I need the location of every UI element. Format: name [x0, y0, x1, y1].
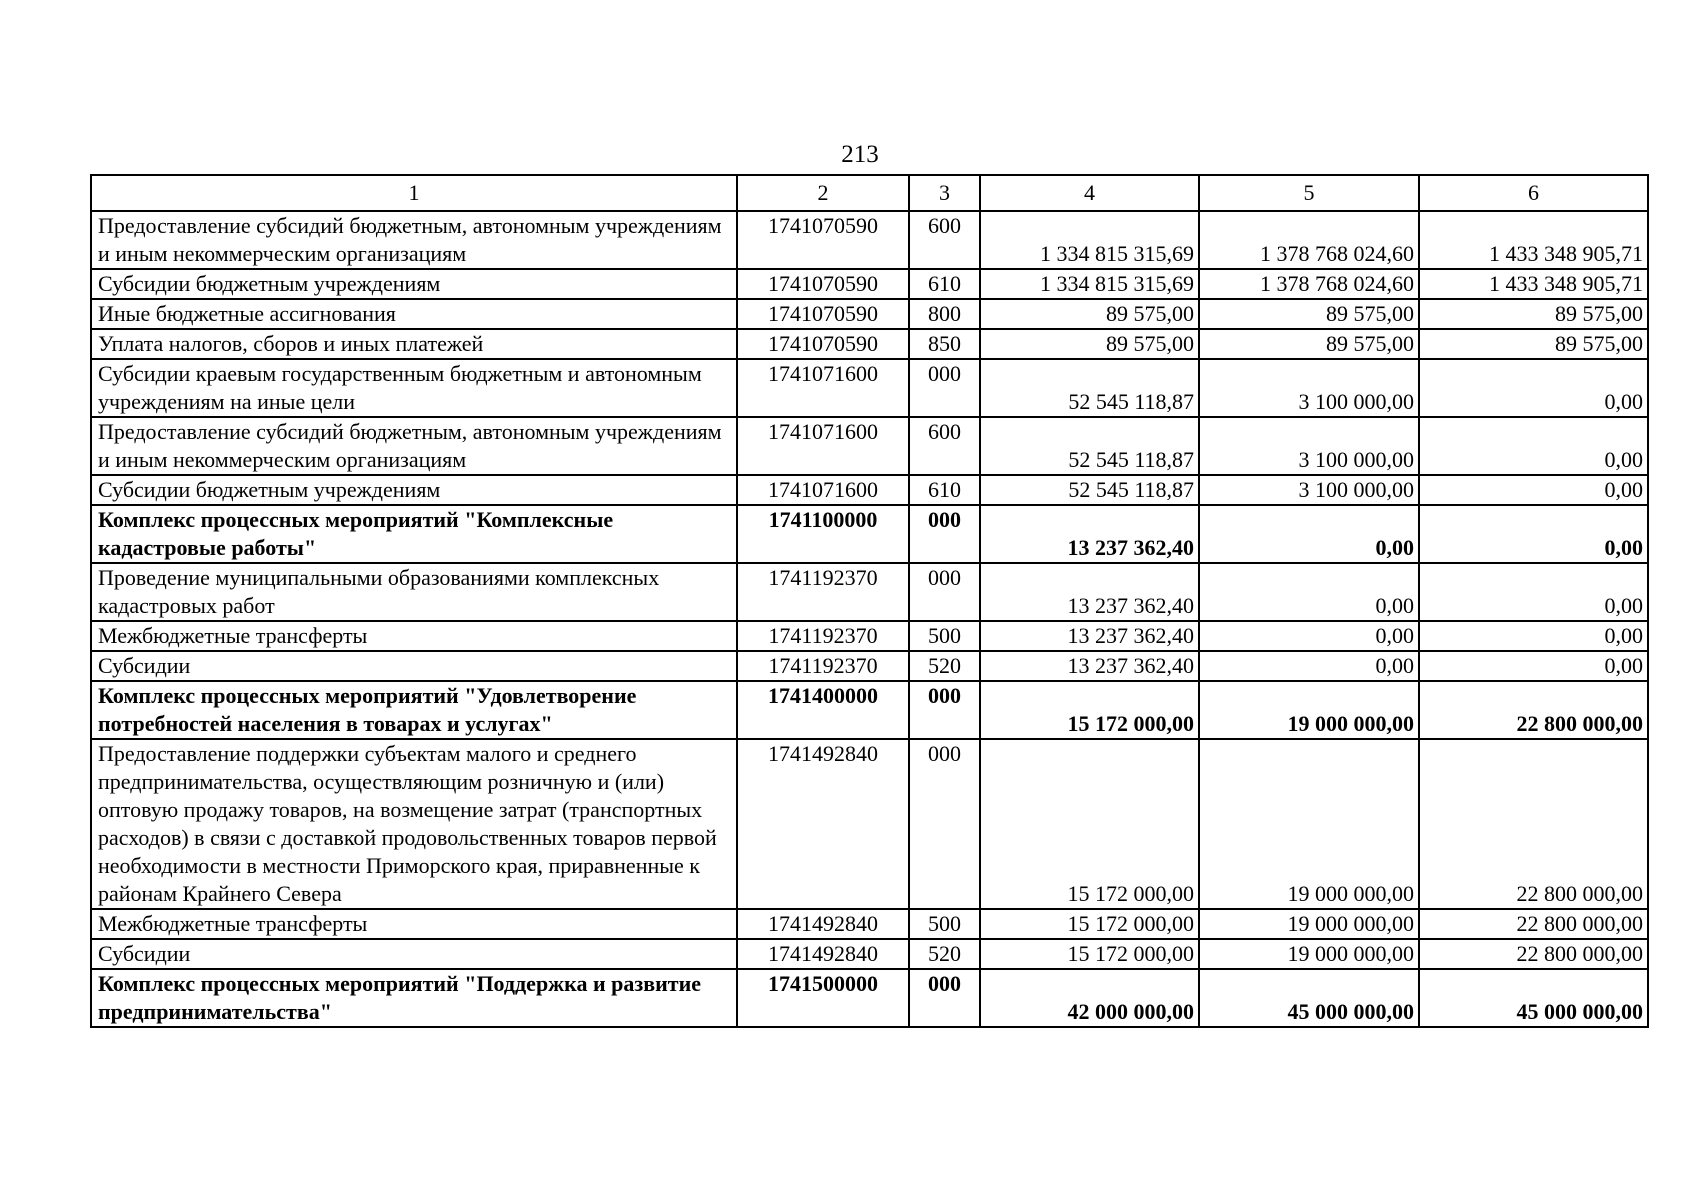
- row-value-col5-cell: 0,00: [1199, 651, 1419, 681]
- table-row: [91, 681, 1648, 739]
- row-value-col6-cell: 22 800 000,00: [1419, 739, 1648, 909]
- row-type-cell: 520: [909, 939, 980, 969]
- row-code-cell: 1741500000: [737, 969, 909, 1027]
- row-name-cell: Субсидии бюджетным учреждениям: [91, 269, 737, 299]
- row-type-cell: 610: [909, 475, 980, 505]
- table-row: [91, 269, 1648, 299]
- table-row: [91, 211, 1648, 269]
- row-code-cell: 1741070590: [737, 329, 909, 359]
- row-value-col5-cell: 0,00: [1199, 621, 1419, 651]
- row-value-col5-cell: 1 378 768 024,60: [1199, 211, 1419, 269]
- row-type-cell: 000: [909, 681, 980, 739]
- row-type-cell: 500: [909, 621, 980, 651]
- row-name-cell: Предоставление субсидий бюджетным, автономным учреждениям и иным некоммерческим организациям: [91, 211, 737, 269]
- row-value-col6-cell: 0,00: [1419, 475, 1648, 505]
- row-value-col4-cell: 15 172 000,00: [980, 681, 1199, 739]
- row-type-cell: 850: [909, 329, 980, 359]
- table-row: [91, 359, 1648, 417]
- row-type-cell: 500: [909, 909, 980, 939]
- column-header: 2: [737, 175, 909, 211]
- row-type-cell: 600: [909, 417, 980, 475]
- row-value-col4-cell: 1 334 815 315,69: [980, 269, 1199, 299]
- row-value-col6-cell: 45 000 000,00: [1419, 969, 1648, 1027]
- table-row: [91, 621, 1648, 651]
- column-header: 3: [909, 175, 980, 211]
- row-value-col4-cell: 15 172 000,00: [980, 739, 1199, 909]
- page-number: 213: [841, 141, 879, 168]
- row-code-cell: 1741492840: [737, 939, 909, 969]
- row-value-col5-cell: 0,00: [1199, 563, 1419, 621]
- row-value-col4-cell: 13 237 362,40: [980, 651, 1199, 681]
- row-value-col6-cell: 0,00: [1419, 359, 1648, 417]
- row-value-col6-cell: 22 800 000,00: [1419, 909, 1648, 939]
- row-name-cell: Субсидии бюджетным учреждениям: [91, 475, 737, 505]
- row-code-cell: 1741400000: [737, 681, 909, 739]
- table-row: [91, 329, 1648, 359]
- row-value-col5-cell: 45 000 000,00: [1199, 969, 1419, 1027]
- table-row: [91, 505, 1648, 563]
- row-type-cell: 000: [909, 505, 980, 563]
- row-value-col5-cell: 89 575,00: [1199, 329, 1419, 359]
- table-row: [91, 475, 1648, 505]
- row-name-cell: Межбюджетные трансферты: [91, 909, 737, 939]
- row-value-col4-cell: 89 575,00: [980, 329, 1199, 359]
- table-row: [91, 939, 1648, 969]
- row-value-col6-cell: 22 800 000,00: [1419, 681, 1648, 739]
- row-value-col4-cell: 13 237 362,40: [980, 621, 1199, 651]
- row-name-cell: Предоставление субсидий бюджетным, автономным учреждениям и иным некоммерческим организациям: [91, 417, 737, 475]
- row-type-cell: 800: [909, 299, 980, 329]
- row-value-col4-cell: 42 000 000,00: [980, 969, 1199, 1027]
- row-value-col5-cell: 3 100 000,00: [1199, 475, 1419, 505]
- row-value-col5-cell: 1 378 768 024,60: [1199, 269, 1419, 299]
- row-value-col6-cell: 1 433 348 905,71: [1419, 269, 1648, 299]
- table-row: [91, 909, 1648, 939]
- table-row: [91, 417, 1648, 475]
- budget-table: [90, 174, 1649, 1028]
- row-value-col4-cell: 89 575,00: [980, 299, 1199, 329]
- row-value-col4-cell: 1 334 815 315,69: [980, 211, 1199, 269]
- row-name-cell: Комплекс процессных мероприятий "Поддержка и развитие предпринимательства": [91, 969, 737, 1027]
- row-type-cell: 600: [909, 211, 980, 269]
- row-value-col6-cell: 0,00: [1419, 651, 1648, 681]
- table-row: [91, 299, 1648, 329]
- row-name-cell: Межбюджетные трансферты: [91, 621, 737, 651]
- table-body: [91, 211, 1648, 1027]
- row-name-cell: Проведение муниципальными образованиями комплексных кадастровых работ: [91, 563, 737, 621]
- row-type-cell: 000: [909, 969, 980, 1027]
- row-value-col5-cell: 3 100 000,00: [1199, 417, 1419, 475]
- row-value-col5-cell: 19 000 000,00: [1199, 681, 1419, 739]
- table-row: [91, 563, 1648, 621]
- row-value-col5-cell: 3 100 000,00: [1199, 359, 1419, 417]
- row-value-col4-cell: 52 545 118,87: [980, 417, 1199, 475]
- row-name-cell: Иные бюджетные ассигнования: [91, 299, 737, 329]
- column-header: 5: [1199, 175, 1419, 211]
- row-value-col6-cell: 89 575,00: [1419, 329, 1648, 359]
- row-name-cell: Субсидии краевым государственным бюджетным и автономным учреждениям на иные цели: [91, 359, 737, 417]
- row-value-col5-cell: 19 000 000,00: [1199, 909, 1419, 939]
- row-code-cell: 1741192370: [737, 563, 909, 621]
- row-name-cell: Комплекс процессных мероприятий "Комплексные кадастровые работы": [91, 505, 737, 563]
- row-value-col6-cell: 89 575,00: [1419, 299, 1648, 329]
- row-value-col6-cell: 22 800 000,00: [1419, 939, 1648, 969]
- row-code-cell: 1741071600: [737, 417, 909, 475]
- row-type-cell: 520: [909, 651, 980, 681]
- row-value-col6-cell: 0,00: [1419, 563, 1648, 621]
- column-header: 6: [1419, 175, 1648, 211]
- row-value-col6-cell: 1 433 348 905,71: [1419, 211, 1648, 269]
- row-code-cell: 1741192370: [737, 651, 909, 681]
- row-type-cell: 000: [909, 563, 980, 621]
- row-name-cell: Комплекс процессных мероприятий "Удовлетворение потребностей населения в товарах и услугах": [91, 681, 737, 739]
- row-code-cell: 1741492840: [737, 909, 909, 939]
- row-value-col6-cell: 0,00: [1419, 417, 1648, 475]
- row-value-col5-cell: 0,00: [1199, 505, 1419, 563]
- row-name-cell: Предоставление поддержки субъектам малого и среднего предпринимательства, осуществляющим розничную и (или) оптовую продажу товаров, на возмещение затрат (транспортных расходов) в связи с доставкой продовольственных товаров первой необходимости в местности Приморского края, приравненные к районам Крайнего Севера: [91, 739, 737, 909]
- column-header: 4: [980, 175, 1199, 211]
- row-code-cell: 1741492840: [737, 739, 909, 909]
- row-code-cell: 1741070590: [737, 299, 909, 329]
- row-code-cell: 1741071600: [737, 475, 909, 505]
- row-code-cell: 1741071600: [737, 359, 909, 417]
- row-value-col4-cell: 52 545 118,87: [980, 475, 1199, 505]
- column-header: 1: [91, 175, 737, 211]
- row-code-cell: 1741192370: [737, 621, 909, 651]
- row-type-cell: 000: [909, 359, 980, 417]
- row-value-col5-cell: 89 575,00: [1199, 299, 1419, 329]
- row-name-cell: Субсидии: [91, 939, 737, 969]
- row-value-col5-cell: 19 000 000,00: [1199, 939, 1419, 969]
- row-code-cell: 1741100000: [737, 505, 909, 563]
- row-type-cell: 000: [909, 739, 980, 909]
- table-row: [91, 651, 1648, 681]
- row-value-col4-cell: 52 545 118,87: [980, 359, 1199, 417]
- row-value-col5-cell: 19 000 000,00: [1199, 739, 1419, 909]
- table-row: [91, 969, 1648, 1027]
- row-name-cell: Субсидии: [91, 651, 737, 681]
- table-row: [91, 739, 1648, 909]
- row-value-col4-cell: 15 172 000,00: [980, 909, 1199, 939]
- row-value-col4-cell: 13 237 362,40: [980, 563, 1199, 621]
- row-code-cell: 1741070590: [737, 269, 909, 299]
- row-code-cell: 1741070590: [737, 211, 909, 269]
- row-value-col4-cell: 13 237 362,40: [980, 505, 1199, 563]
- row-value-col6-cell: 0,00: [1419, 505, 1648, 563]
- row-value-col4-cell: 15 172 000,00: [980, 939, 1199, 969]
- row-value-col6-cell: 0,00: [1419, 621, 1648, 651]
- row-name-cell: Уплата налогов, сборов и иных платежей: [91, 329, 737, 359]
- table-header-row: [91, 175, 1648, 211]
- row-type-cell: 610: [909, 269, 980, 299]
